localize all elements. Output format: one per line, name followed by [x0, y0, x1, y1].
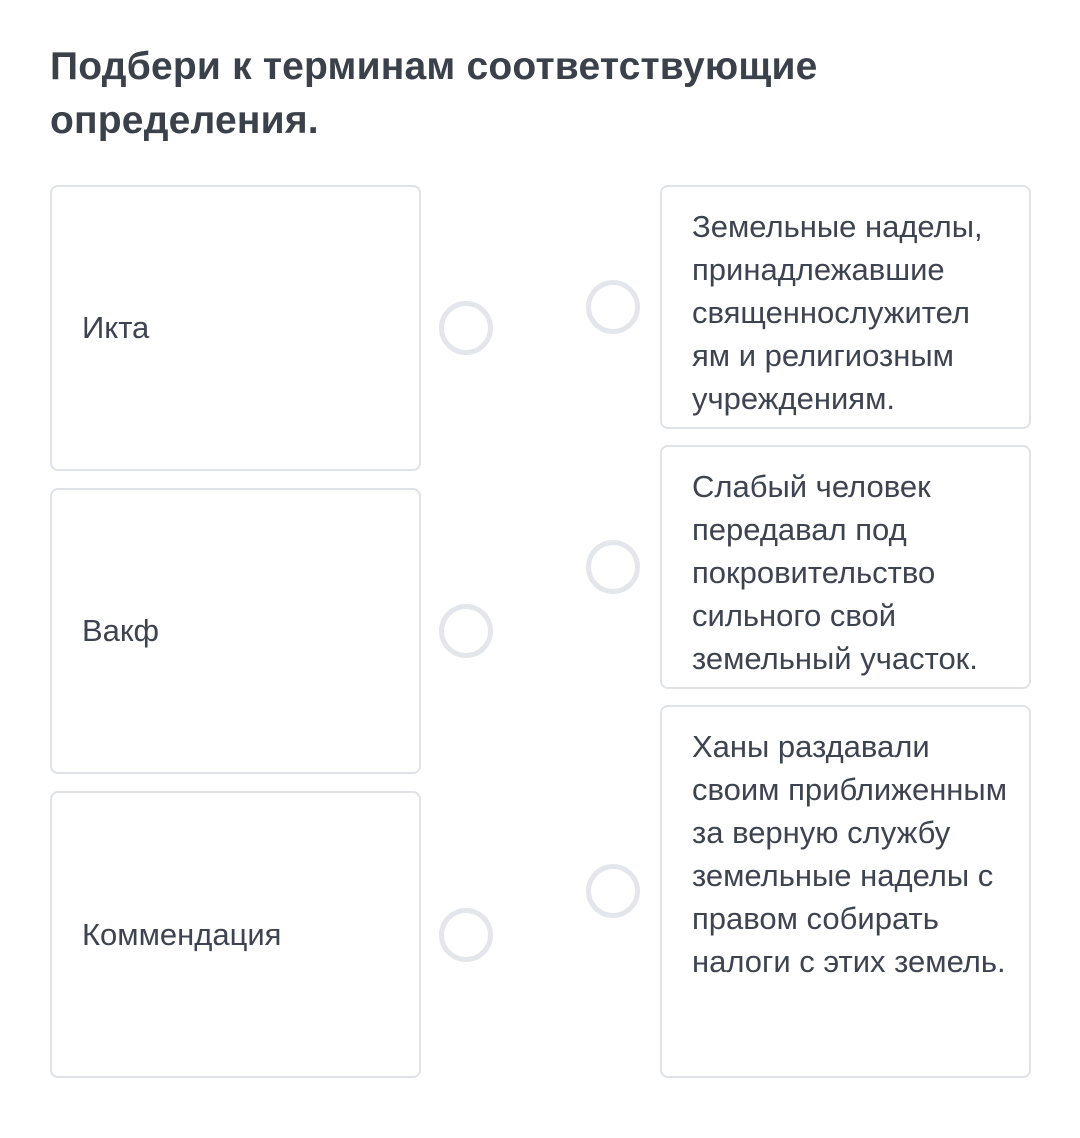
term-card-ikta[interactable] [50, 185, 421, 471]
definition-radio-1[interactable] [586, 280, 640, 334]
question-title: Подбери к терминам соответствующие определения. [50, 45, 818, 142]
definition-radio-3[interactable] [586, 864, 640, 918]
term-label: Икта [82, 310, 150, 345]
definition-card-3[interactable] [660, 705, 1031, 1078]
term-label: Коммендация [82, 916, 282, 952]
definition-text: Ханы раздавали своим приближенным за верную службу земельные наделы с правом собирать налоги с этих земель. [692, 729, 1008, 979]
definition-card-2[interactable] [660, 445, 1031, 689]
term-radio-kommendatsiya[interactable] [439, 908, 493, 962]
term-radio-ikta[interactable] [439, 301, 493, 355]
definition-text: Слабый человек передавал под покровительство сильного свой земельный участок. [692, 469, 978, 676]
definition-text: Земельные наделы, принадлежавшие священнослужител ям и религиозным учреждениям. [692, 209, 983, 416]
definition-radio-2[interactable] [586, 540, 640, 594]
term-card-kommendatsiya[interactable] [50, 791, 421, 1078]
term-radio-vakf[interactable] [439, 604, 493, 658]
term-label: Вакф [82, 613, 159, 648]
term-card-vakf[interactable] [50, 488, 421, 774]
definition-card-1[interactable] [660, 185, 1031, 429]
